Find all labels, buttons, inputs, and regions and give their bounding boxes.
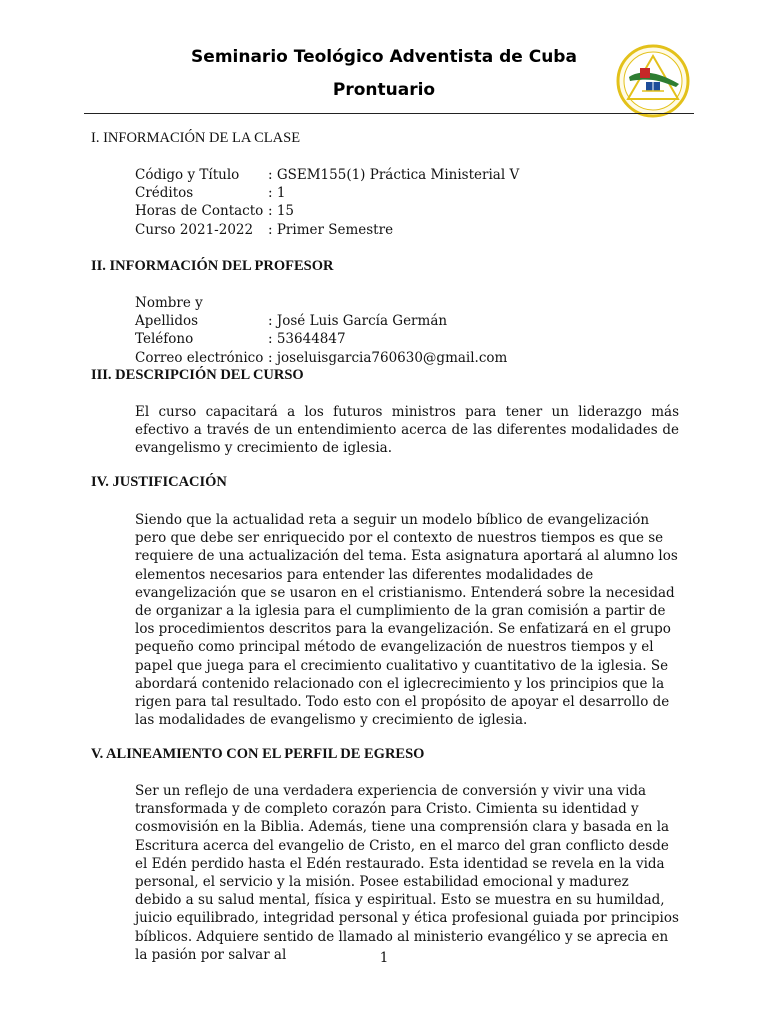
professor-info-value: : joseluisgarcia760630@gmail.com: [268, 349, 508, 366]
section-4-title: IV. JUSTIFICACIÓN: [91, 474, 227, 490]
class-info-value: : GSEM155(1) Práctica Ministerial V: [268, 167, 520, 183]
class-info-key: Curso 2021-2022: [135, 221, 254, 238]
institution-title: Seminario Teológico Adventista de Cuba: [191, 47, 577, 67]
section-2-title: II. INFORMACIÓN DEL PROFESOR: [91, 258, 334, 274]
section-3-title: III. DESCRIPCIÓN DEL CURSO: [91, 367, 304, 383]
class-info-row: [135, 221, 519, 239]
class-info-row: [135, 166, 519, 184]
class-info-list: [135, 166, 519, 239]
class-info-value: : Primer Semestre: [268, 221, 394, 238]
header-divider: [84, 113, 694, 114]
professor-info-row: [135, 294, 507, 330]
professor-info-key: Teléfono: [135, 331, 194, 348]
professor-info-value: : José Luis García Germán: [268, 313, 448, 330]
professor-info-key: Nombre y Apellidos: [135, 295, 203, 330]
class-info-key: Horas de Contacto: [135, 203, 264, 220]
justification-text: Siendo que la actualidad reta a seguir un modelo bíblico de evangelización pero que debe ser enriquecido por el contexto de nuestros tiempos es que se requiere de una actualización del tema. Esta asignatura aportará al alumno los elementos necesarios para entender las diferentes modalidades de evangelización que se usaron en el cristianismo. Entenderá sobre la necesidad de organizar a la iglesia para el cumplimiento de la gran comisión a partir de los procedimientos descritos para la evangelización. Se enfatizará en el grupo pequeño como principal método de evangelización de nuestros tiempos y el papel que juega para el crecimiento cualitativo y cuantitativo de la iglesia. Se abordará contenido relacionado con el iglecrecimiento y los principios que la rigen para tal resultado. Todo esto con el propósito de apoyar el desarrollo de las modalidades de evangelismo y crecimiento de iglesia.: [135, 512, 678, 729]
class-info-value: : 15: [268, 203, 295, 220]
professor-info-key: Correo electrónico: [135, 349, 264, 366]
section-1-title: I. INFORMACIÓN DE LA CLASE: [91, 130, 301, 146]
professor-info-value: : 53644847: [268, 331, 346, 348]
professor-info-row: [135, 330, 507, 348]
document-title: Prontuario: [332, 80, 436, 100]
class-info-value: : 1: [268, 185, 286, 202]
professor-info-list: [135, 294, 507, 367]
professor-info-row: [135, 349, 507, 367]
class-info-row: [135, 202, 519, 220]
graduate-profile-text: Ser un reflejo de una verdadera experiencia de conversión y vivir una vida transformada y de completo corazón para Cristo. Cimienta su identidad y cosmovisión en la Biblia. Además, tiene una comprensión clara y basada en la Escritura acerca del evangelio de Cristo, en el marco del gran conflicto desde el Edén perdido hasta el Edén restaurado. Esta identidad se revela en la vida personal, el servicio y la misión. Posee estabilidad emocional y madurez debido a su salud mental, física y espiritual. Esto se muestra en su humildad, juicio equilibrado, integridad personal y ética profesional guiada por principios bíblicos. Adquiere sentido de llamado al ministerio evangélico y se aprecia en la pasión por salvar al: [135, 783, 679, 963]
section-5-title: V. ALINEAMIENTO CON EL PERFIL DE EGRESO: [91, 746, 425, 762]
page-number: 1: [379, 950, 389, 966]
seminary-logo: [616, 44, 690, 118]
course-description: El curso capacitará a los futuros ministros para tener un liderazgo más efectivo a través de un entendimiento acerca de las diferentes modalidades de evangelismo y crecimiento de iglesia.: [135, 404, 679, 457]
class-info-row: [135, 184, 519, 202]
class-info-key: Código y Título: [135, 167, 240, 183]
class-info-key: Créditos: [135, 185, 194, 202]
